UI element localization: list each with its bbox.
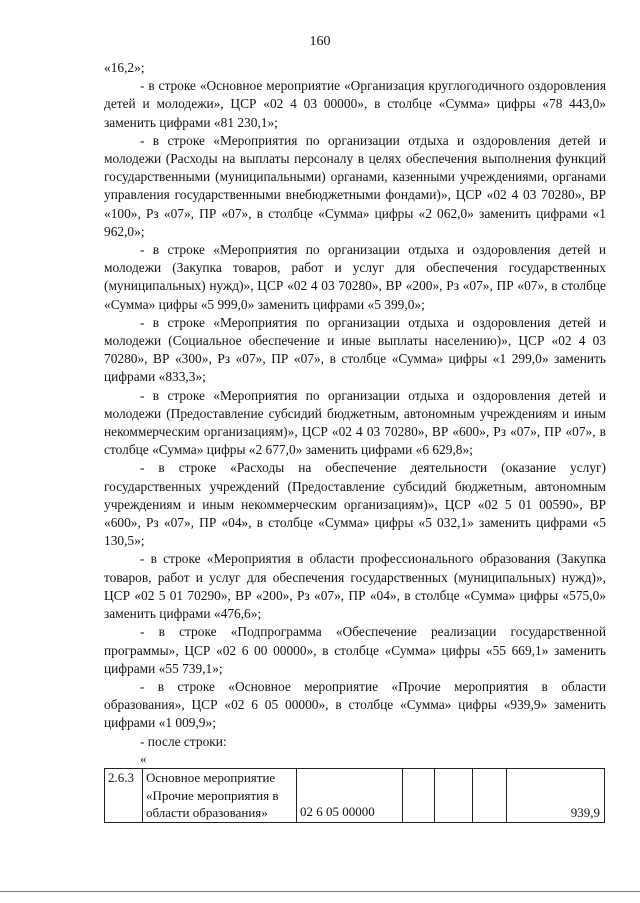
opening-quote: « bbox=[140, 751, 147, 766]
budget-table bbox=[104, 768, 605, 823]
paragraph: - в строке «Расходы на обеспечение деятельности (оказание услуг) государственных учреждений (Предоставление субсидий бюджетным, автономным учреждениям и иным некоммерческим организациям)», ЦСР «02 5 01 00590», ВР «600», Рз «07», ПР «04», в столбце «Сумма» цифры «5 032,1» заменить цифрами «5 130,5»; bbox=[104, 460, 606, 549]
page-number: 160 bbox=[309, 34, 331, 49]
row-number-cell: 2.6.3 bbox=[105, 769, 143, 823]
page-bottom-divider bbox=[0, 891, 640, 892]
pr-cell bbox=[473, 769, 507, 823]
paragraph: - в строке «Мероприятия по организации отдыха и оздоровления детей и молодежи (Социальное обеспечение и иные выплаты населению)», ЦСР «02 4 03 70280», ВР «300», Рз «07», ПР «07», в столбце «Сумма» цифры «1 299,0» заменить цифрами «833,3»; bbox=[104, 314, 606, 385]
paragraph-after-row: - после строки: bbox=[140, 733, 227, 749]
body-text bbox=[104, 59, 606, 751]
row-name-cell: Основное мероприятие «Прочие мероприятия в области образования» bbox=[143, 769, 297, 823]
paragraph: - в строке «Мероприятия по организации отдыха и оздоровления детей и молодежи (Расходы на выплаты персоналу в целях обеспечения выполнения функций государственными (муниципальными) органами, казенными учреждениями, органами управления государственными внебюджетными фондами)», ЦСР «02 4 03 70280», ВР «100», Рз «07», ПР «07», в столбце «Сумма» цифры «2 062,0» заменить цифрами «1 962,0»; bbox=[104, 132, 606, 239]
paragraph: - в строке «Основное мероприятие «Прочие мероприятия в области образования», ЦСР «02 6 05 00000», в столбце «Сумма» цифры «939,9» заменить цифрами «1 009,9»; bbox=[104, 678, 606, 731]
paragraph-continuation: «16,2»; bbox=[104, 60, 145, 75]
table-row bbox=[105, 769, 605, 823]
paragraph: - в строке «Подпрограмма «Обеспечение реализации государственной программы», ЦСР «02 6 00 00000», в столбце «Сумма» цифры «55 669,1» заменить цифрами «55 739,1»; bbox=[104, 624, 606, 676]
csr-cell: 02 6 05 00000 bbox=[297, 769, 403, 823]
rz-cell bbox=[435, 769, 473, 823]
paragraph: - в строке «Мероприятия по организации отдыха и оздоровления детей и молодежи (Закупка товаров, работ и услуг для обеспечения государственных (муниципальных) нужд)», ЦСР «02 4 03 70280», ВР «200», Рз «07», ПР «07», в столбце «Сумма» цифры «5 999,0» заменить цифрами «5 399,0»; bbox=[104, 242, 606, 312]
paragraph: - в строке «Мероприятия в области профессионального образования (Закупка товаров, работ и услуг для обеспечения государственных (муниципальных) нужд)», ЦСР «02 5 01 70290», ВР «200», Рз «07», ПР «04», в столбце «Сумма» цифры «575,0» заменить цифрами «476,6»; bbox=[104, 551, 606, 622]
sum-cell: 939,9 bbox=[507, 769, 605, 823]
paragraph: - в строке «Мероприятия по организации отдыха и оздоровления детей и молодежи (Предоставление субсидий бюджетным, автономным учреждениям и иным некоммерческим организациям)», ЦСР «02 4 03 70280», ВР «600», Рз «07», ПР «07», в столбце «Сумма» цифры «2 677,0» заменить цифрами «6 629,8»; bbox=[104, 387, 606, 458]
paragraph: - в строке «Основное мероприятие «Организация круглогодичного оздоровления детей и молодежи», ЦСР «02 4 03 00000», в столбце «Сумма» цифры «78 443,0» заменить цифрами «81 230,1»; bbox=[104, 78, 606, 130]
vr-cell bbox=[403, 769, 435, 823]
